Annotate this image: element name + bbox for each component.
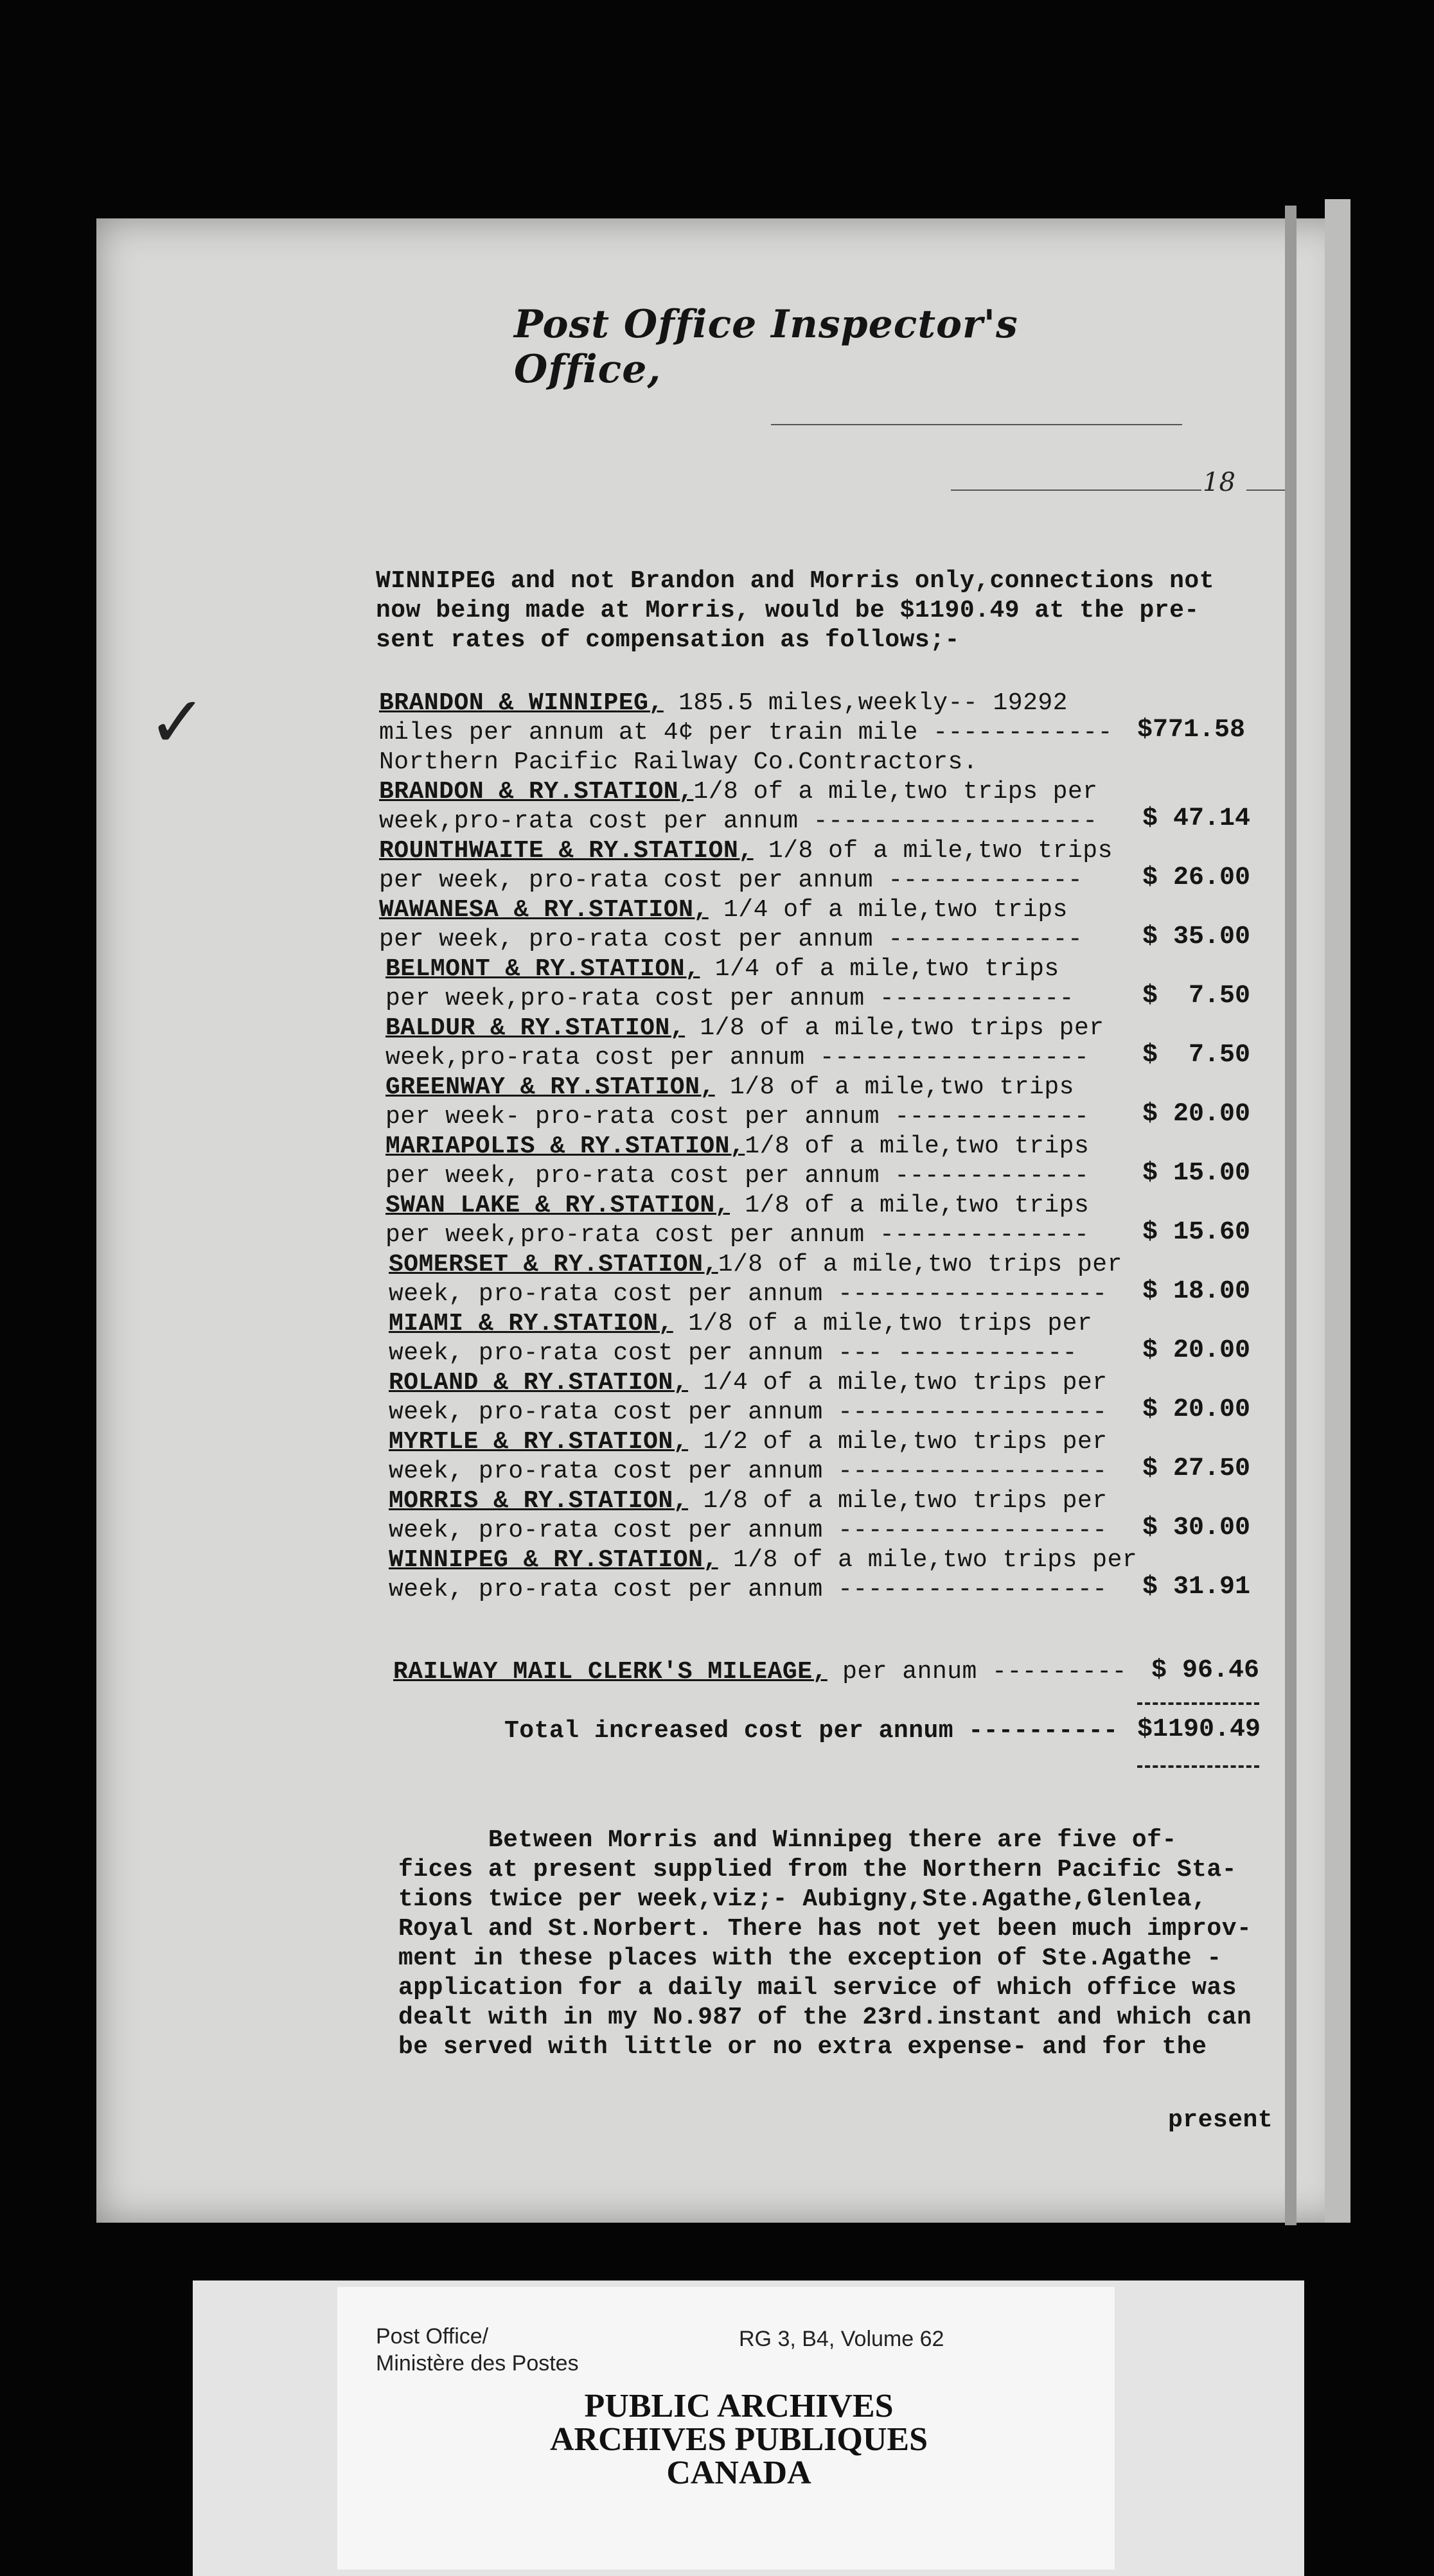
body-line-2: fices at present supplied from the Northern Pacific Sta- [398, 1856, 1237, 1883]
item-0-head: BRANDON & WINNIPEG, [379, 689, 664, 717]
intro-line-2: now being made at Morris, would be $1190.49 at the pre- [376, 597, 1199, 624]
item-9-rest: 1/8 of a mile,two trips per [718, 1251, 1122, 1278]
item-3-amount: $ 35.00 [1142, 922, 1251, 951]
item-7-line-2: per week, pro-rata cost per annum ------------- [385, 1162, 1090, 1190]
item-0-line-3: Northern Pacific Railway Co.Contractors. [379, 748, 978, 776]
item-9-line-1 [389, 1250, 1122, 1280]
item-11-head: ROLAND & RY.STATION, [389, 1369, 689, 1397]
item-1-line-2: week,pro-rata cost per annum ------------------- [379, 807, 1098, 835]
item-3-line-1 [379, 895, 1068, 925]
item-12-line-2: week, pro-rata cost per annum ------------------ [389, 1458, 1108, 1485]
item-5-line-1 [385, 1014, 1104, 1043]
item-1-head: BRANDON & RY.STATION, [379, 778, 694, 806]
year-rule [1246, 490, 1285, 491]
intro-line-3: sent rates of compensation as follows;- [376, 626, 960, 654]
item-13-line-1 [389, 1486, 1108, 1516]
item-11-rest: 1/4 of a mile,two trips per [688, 1369, 1108, 1397]
dept-line-1: Post Office/ [376, 2324, 489, 2349]
body-line-8: be served with little or no extra expense- and for the [398, 2033, 1207, 2061]
intro-line-1: WINNIPEG and not Brandon and Morris only,connections not [376, 567, 1215, 595]
item-1-rest: 1/8 of a mile,two trips per [693, 778, 1098, 806]
item-2-line-1 [379, 836, 1113, 866]
item-0-rest: 185.5 miles,weekly-- 19292 [663, 689, 1068, 717]
archives-stamp [385, 2390, 1092, 2490]
item-6-head: GREENWAY & RY.STATION, [385, 1073, 715, 1101]
item-8-line-1 [385, 1191, 1089, 1221]
item-5-rest: 1/8 of a mile,two trips per [685, 1014, 1104, 1042]
item-0-line-2: miles per annum at 4¢ per train mile ------------ [379, 719, 1113, 746]
year-prefix: 18 [1203, 468, 1235, 497]
stamp-line-2: ARCHIVES PUBLIQUES [549, 2421, 928, 2458]
body-line-6: application for a daily mail service of which office was [398, 1974, 1237, 2002]
item-2-rest: 1/8 of a mile,two trips [753, 837, 1113, 865]
mileage-rest: per annum --------- [827, 1658, 1127, 1686]
item-13-head: MORRIS & RY.STATION, [389, 1487, 689, 1515]
film-border [0, 2225, 1434, 2283]
total-amount: $1190.49 [1137, 1715, 1261, 1744]
item-0-amount: $771.58 [1137, 716, 1246, 745]
page-strip [1325, 199, 1350, 2223]
body-line-1: Between Morris and Winnipeg there are five of- [398, 1826, 1177, 1854]
item-10-line-2: week, pro-rata cost per annum --- ------------ [389, 1339, 1077, 1367]
item-6-line-1 [385, 1073, 1074, 1102]
item-9-line-2: week, pro-rata cost per annum ------------------ [389, 1280, 1108, 1308]
item-8-amount: $ 15.60 [1142, 1218, 1251, 1247]
mileage-head: RAILWAY MAIL CLERK'S MILEAGE, [393, 1658, 828, 1686]
item-8-rest: 1/8 of a mile,two trips [730, 1192, 1090, 1219]
item-12-rest: 1/2 of a mile,two trips per [688, 1428, 1108, 1456]
body-line-3: tions twice per week,viz;- Aubigny,Ste.Agathe,Glenlea, [398, 1885, 1207, 1913]
item-7-rest: 1/8 of a mile,two trips [745, 1133, 1090, 1160]
item-14-line-1 [389, 1546, 1137, 1575]
item-13-amount: $ 30.00 [1142, 1513, 1251, 1542]
item-14-amount: $ 31.91 [1142, 1573, 1251, 1601]
mileage-amount: $ 96.46 [1151, 1656, 1260, 1685]
item-6-amount: $ 20.00 [1142, 1100, 1251, 1129]
item-5-amount: $ 7.50 [1142, 1041, 1251, 1070]
letterhead-title: Post Office Inspector's Office, [514, 302, 1018, 392]
item-9-amount: $ 18.00 [1142, 1277, 1251, 1306]
item-4-line-2: per week,pro-rata cost per annum ------------- [385, 985, 1074, 1012]
total-rule-top [1137, 1702, 1259, 1705]
stamp-line-1: PUBLIC ARCHIVES [584, 2388, 894, 2424]
stamp-line-3: CANADA [666, 2455, 811, 2491]
item-7-line-1 [385, 1132, 1089, 1161]
item-12-head: MYRTLE & RY.STATION, [389, 1428, 689, 1456]
item-8-head: SWAN LAKE & RY.STATION, [385, 1192, 730, 1219]
item-10-amount: $ 20.00 [1142, 1336, 1251, 1365]
item-14-line-2: week, pro-rata cost per annum ------------------ [389, 1576, 1108, 1603]
item-1-line-1 [379, 777, 1098, 807]
item-6-line-2: per week- pro-rata cost per annum ------------- [385, 1103, 1090, 1131]
item-12-amount: $ 27.50 [1142, 1454, 1251, 1483]
item-0-line-1 [379, 689, 1068, 718]
item-11-amount: $ 20.00 [1142, 1395, 1251, 1424]
date-rule-2 [951, 490, 1201, 491]
catchword: present [1168, 2106, 1273, 2134]
item-5-line-2: week,pro-rata cost per annum ------------------ [385, 1044, 1090, 1072]
item-10-line-1 [389, 1309, 1092, 1339]
body-line-7: dealt with in my No.987 of the 23rd.instant and which can [398, 2004, 1252, 2031]
item-9-head: SOMERSET & RY.STATION, [389, 1251, 718, 1278]
total-label: Total increased cost per annum ---------- [504, 1717, 1119, 1745]
item-11-line-2: week, pro-rata cost per annum ------------------ [389, 1398, 1108, 1426]
body-line-4: Royal and St.Norbert. There has not yet been much improv- [398, 1915, 1252, 1943]
item-11-line-1 [389, 1368, 1108, 1398]
body-line-5: ment in these places with the exception of Ste.Agathe - [398, 1945, 1222, 1972]
mileage-line [393, 1657, 1127, 1687]
item-3-head: WAWANESA & RY.STATION, [379, 896, 709, 924]
item-4-rest: 1/4 of a mile,two trips [700, 955, 1059, 983]
item-2-line-2: per week, pro-rata cost per annum ------------- [379, 867, 1083, 894]
total-rule-bottom [1137, 1765, 1259, 1768]
item-5-head: BALDUR & RY.STATION, [385, 1014, 686, 1042]
item-7-head: MARIAPOLIS & RY.STATION, [385, 1133, 745, 1160]
item-1-amount: $ 47.14 [1142, 804, 1251, 833]
item-2-amount: $ 26.00 [1142, 863, 1251, 892]
item-6-rest: 1/8 of a mile,two trips [714, 1073, 1074, 1101]
item-10-rest: 1/8 of a mile,two trips per [673, 1310, 1093, 1337]
date-rule [771, 424, 1182, 425]
item-4-line-1 [385, 955, 1059, 984]
item-13-line-2: week, pro-rata cost per annum ------------------ [389, 1517, 1108, 1544]
archive-reference: RG 3, B4, Volume 62 [739, 2327, 944, 2351]
check-mark: ✓ [148, 681, 208, 763]
item-10-head: MIAMI & RY.STATION, [389, 1310, 673, 1337]
item-3-rest: 1/4 of a mile,two trips [708, 896, 1068, 924]
item-3-line-2: per week, pro-rata cost per annum ------------- [379, 926, 1083, 953]
item-12-line-1 [389, 1427, 1108, 1457]
item-8-line-2: per week,pro-rata cost per annum -------------- [385, 1221, 1090, 1249]
item-14-rest: 1/8 of a mile,two trips per [718, 1546, 1138, 1574]
item-4-head: BELMONT & RY.STATION, [385, 955, 700, 983]
item-7-amount: $ 15.00 [1142, 1159, 1251, 1188]
dept-line-2: Ministère des Postes [376, 2351, 579, 2376]
item-14-head: WINNIPEG & RY.STATION, [389, 1546, 718, 1574]
item-4-amount: $ 7.50 [1142, 982, 1251, 1010]
item-2-head: ROUNTHWAITE & RY.STATION, [379, 837, 754, 865]
page-edge [1285, 206, 1297, 2236]
item-13-rest: 1/8 of a mile,two trips per [688, 1487, 1108, 1515]
